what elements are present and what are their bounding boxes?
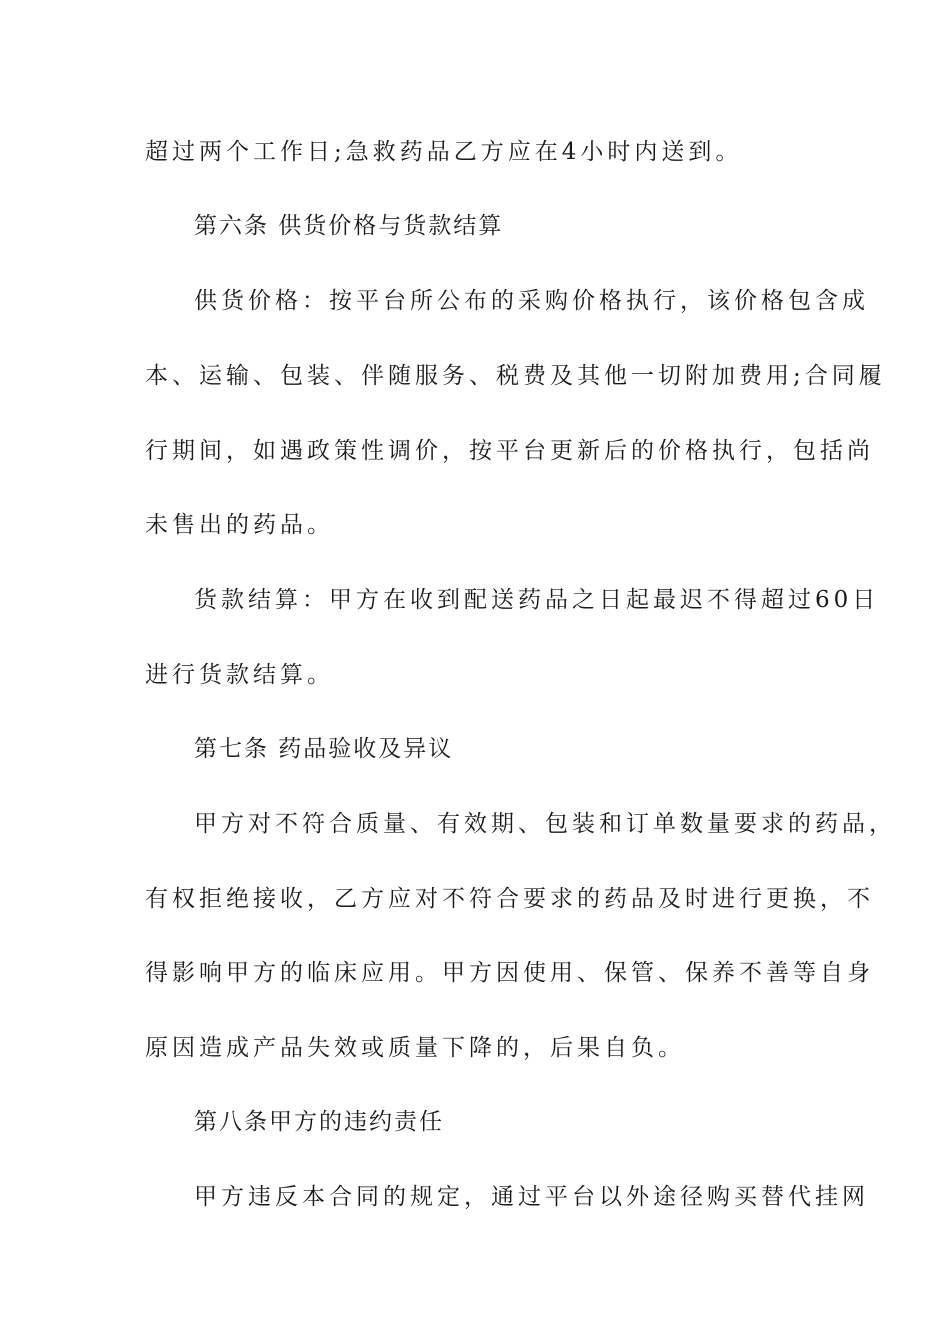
- paragraph-line: 有权拒绝接收，乙方应对不符合要求的药品及时进行更换，不: [145, 886, 874, 912]
- paragraph-line: 货款结算：甲方在收到配送药品之日起最迟不得超过60日: [194, 587, 880, 613]
- paragraph-line: 行期间，如遇政策性调价，按平台更新后的价格执行，包括尚: [145, 438, 874, 464]
- paragraph-line: 超过两个工作日;急救药品乙方应在4小时内送到。: [145, 139, 743, 165]
- article-6-heading: 第六条 供货价格与货款结算: [194, 213, 504, 239]
- paragraph-line: 得影响甲方的临床应用。甲方因使用、保管、保养不善等自身: [145, 960, 874, 986]
- paragraph-line: 进行货款结算。: [145, 662, 334, 688]
- paragraph-line: 供货价格：按平台所公布的采购价格执行，该价格包含成: [194, 288, 869, 314]
- paragraph-line: 本、运输、包装、伴随服务、税费及其他一切附加费用;合同履: [145, 363, 886, 389]
- paragraph-line: 原因造成产品失效或质量下降的，后果自负。: [145, 1035, 685, 1061]
- paragraph-line: 未售出的药品。: [145, 512, 334, 538]
- paragraph-line: 甲方违反本合同的规定，通过平台以外途径购买替代挂网: [194, 1184, 869, 1210]
- article-7-heading: 第七条 药品验收及异议: [194, 736, 454, 762]
- article-8-heading: 第八条甲方的违约责任: [194, 1109, 444, 1135]
- paragraph-line: 甲方对不符合质量、有效期、包装和订单数量要求的药品，: [194, 811, 896, 837]
